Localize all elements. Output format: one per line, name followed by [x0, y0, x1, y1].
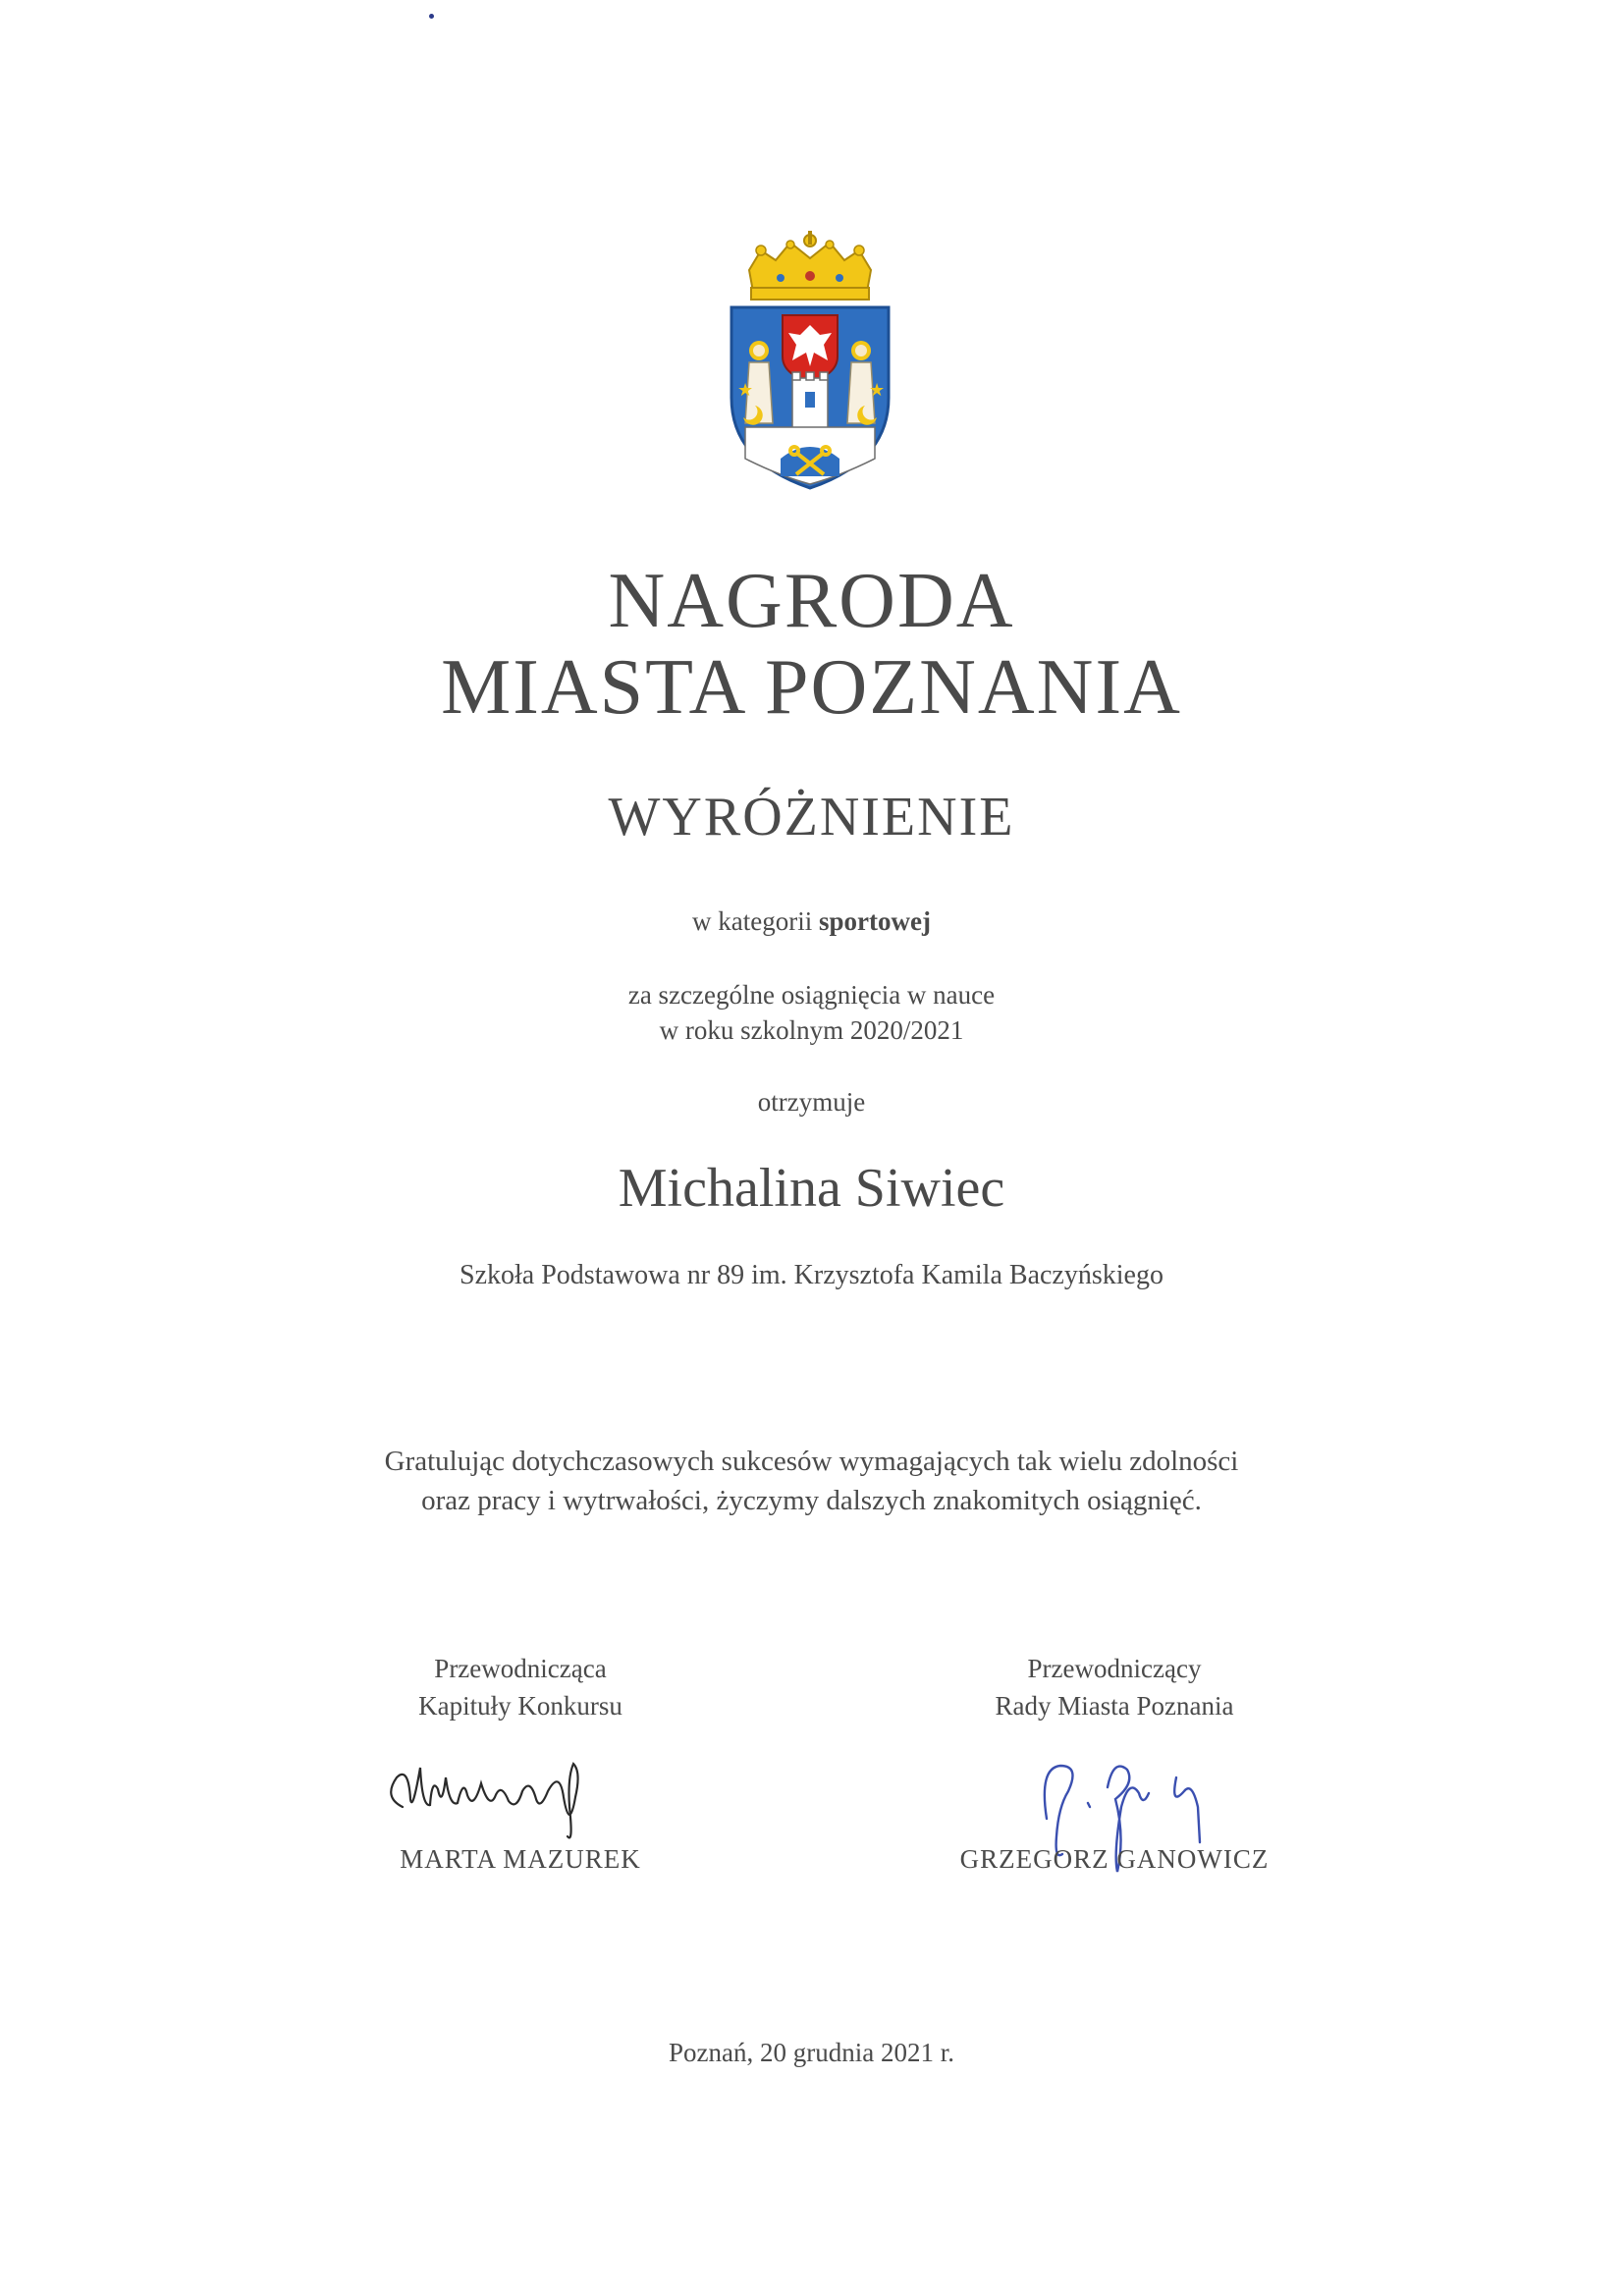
congratulations-line-2: oraz pracy i wytrwałości, życzymy dalszych znakomitych osiągnięć.	[421, 1485, 1202, 1516]
recipient-name: Michalina Siwiec	[618, 1158, 1005, 1219]
receives-label: otrzymuje	[757, 1087, 866, 1117]
signatory-right-role-1: Przewodniczący	[1027, 1654, 1202, 1683]
congratulations-line-1: Gratulując dotychczasowych sukcesów wymagających tak wielu zdolności	[384, 1446, 1239, 1477]
poznan-coat-of-arms-icon	[722, 231, 898, 496]
category-line	[0, 903, 1623, 939]
school-name: Szkoła Podstawowa nr 89 im. Krzysztofa Kamila Baczyńskiego	[460, 1260, 1163, 1290]
signatory-right	[903, 1650, 1325, 1876]
crown-icon	[749, 231, 871, 300]
place-and-date: Poznań, 20 grudnia 2021 r.	[669, 2038, 954, 2067]
signatory-right-role-2: Rady Miasta Poznania	[995, 1691, 1234, 1721]
svg-text:★: ★	[737, 380, 754, 401]
congratulations-text	[0, 1442, 1623, 1520]
signature-left	[373, 1738, 668, 1846]
title-line-2: MIASTA POZNANIA	[441, 644, 1182, 731]
page-title	[0, 558, 1623, 731]
signatory-left	[324, 1650, 717, 1876]
signatory-right-name: GRZEGORZ GANOWICZ	[959, 1844, 1270, 1874]
distinction-heading: WYRÓŻNIENIE	[608, 787, 1015, 847]
category-name: sportowej	[818, 906, 931, 936]
signatory-left-role-1: Przewodnicząca	[434, 1654, 607, 1683]
svg-text:★: ★	[869, 380, 886, 401]
reason-line-1: za szczególne osiągnięcia w nauce	[627, 980, 996, 1010]
reason-line-2: w roku szkolnym 2020/2021	[659, 1015, 964, 1045]
title-line-1: NAGRODA	[608, 558, 1015, 644]
signatory-left-name: MARTA MAZUREK	[400, 1844, 641, 1874]
category-prefix: w kategorii	[692, 906, 813, 936]
scan-speck	[429, 14, 434, 19]
signatory-left-role-2: Kapituły Konkursu	[418, 1691, 622, 1721]
reason-block	[0, 977, 1623, 1048]
